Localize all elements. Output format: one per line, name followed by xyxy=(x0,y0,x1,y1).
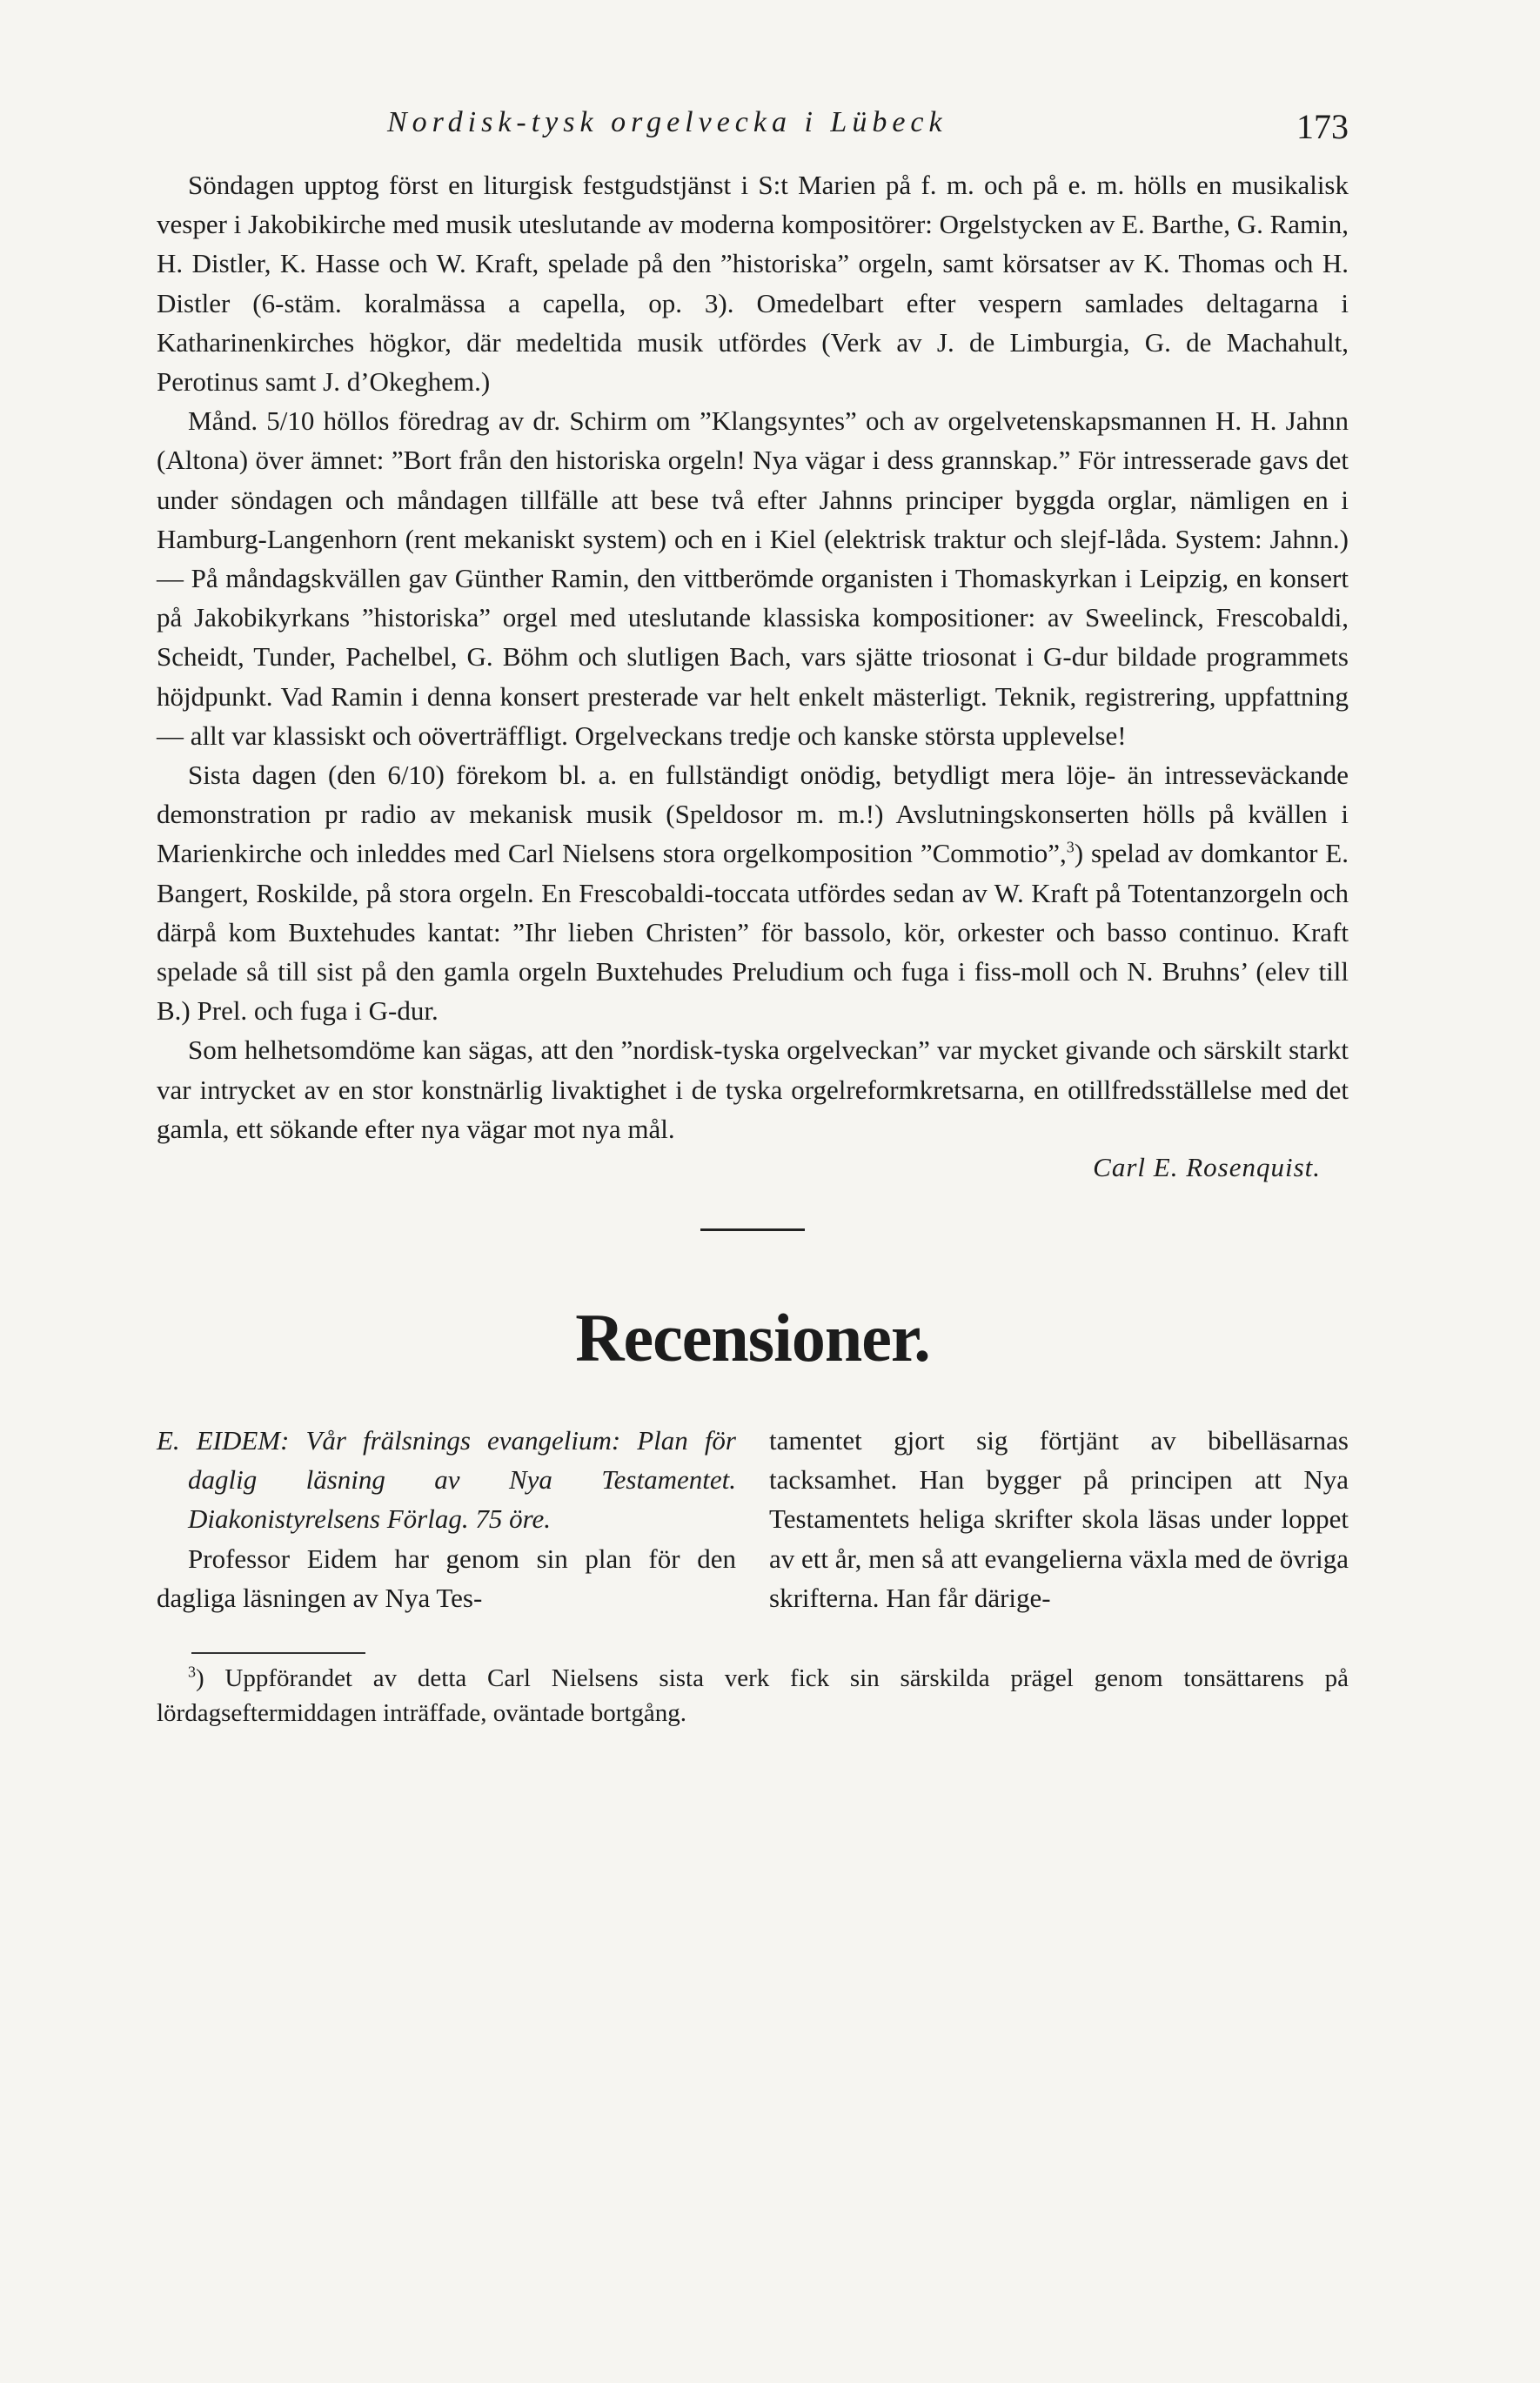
review-left-column xyxy=(157,1421,736,1617)
paragraph-3-text: Sista dagen (den 6/10) förekom bl. a. en fullständigt onödig, betydligt mera löje- än intresseväckande demonstration pr radio av mekanisk musik (Speldosor m. m.!) Avslutningskonserten hölls på kvällen i Marienkirche och inleddes med Carl Nielsens stora orgelkomposition ”Commotio”, xyxy=(157,760,1349,869)
footnote-divider xyxy=(191,1652,365,1654)
review-text-right: tamentet gjort sig förtjänt av bibelläsarnas tacksamhet. Han bygger på principen att Nya Testamentets heliga skrifter skola läsas under loppet av ett år, men så att evangelierna växla med de övriga skrifterna. Han får därige- xyxy=(769,1425,1349,1613)
page-number: 173 xyxy=(1296,107,1349,146)
footnote-text: ) Uppförandet av detta Carl Nielsens sista verk fick sin särskilda prägel genom tonsättarens på lördagseftermiddagen inträffade, oväntade bortgång. xyxy=(157,1664,1349,1728)
footnote-marker: 3 xyxy=(188,1663,196,1681)
review-bibliography: E. EIDEM: Vår frälsnings evangelium: Plan för daglig läsning av Nya Testamentet. Diakonistyrelsens Förlag. 75 öre. xyxy=(157,1425,736,1535)
page xyxy=(157,96,1349,1730)
footnote-ref: 3 xyxy=(1066,839,1075,857)
article-paragraph-2: Månd. 5/10 höllos föredrag av dr. Schirm om ”Klangsyntes” och av orgelvetenskapsmannen H. H. Jahnn (Altona) över ämnet: ”Bort från den historiska orgeln! Nya vägar i dess grannskap.” För intresserade gavs det under söndagen och måndagen tillfälle att bese två efter Jahnns principer byggda orglar, nämligen en i Hamburg-Langenhorn (rent mekaniskt system) och en i Kiel (elektrisk traktur och slejf-låda. System: Jahnn.) — På måndagskvällen gav Günther Ramin, den vittberömde organisten i Thomaskyrkan i Leipzig, en konsert på Jakobikyrkans ”historiska” orgel med uteslutande klassiska kompositioner: av Sweelinck, Frescobaldi, Scheidt, Tunder, Pachelbel, G. Böhm och slutligen Bach, vars sjätte triosonat i G-dur bildade programmets höjdpunkt. Vad Ramin i denna konsert presterade var helt enkelt mästerligt. Teknik, registrering, uppfattning — allt var klassiskt och oöverträffligt. Orgelveckans tredje och kanske största upplevelse! xyxy=(157,405,1349,751)
page-header xyxy=(157,96,1349,165)
article-paragraph-3 xyxy=(157,755,1349,1030)
review-right-column xyxy=(769,1421,1349,1617)
article-paragraph-4: Som helhetsomdöme kan sägas, att den ”nordisk-tyska orgelveckan” var mycket givande och särskilt starkt var intrycket av en stor konstnärlig livaktighet i de tyska orgelreformkretsarna, en otillfredsställelse med det gamla, ett sökande efter nya vägar mot nya mål. xyxy=(157,1034,1349,1144)
article-paragraph-1: Söndagen upptog först en liturgisk festgudstjänst i S:t Marien på f. m. och på e. m. hölls en musikalisk vesper i Jakobikirche med musik uteslutande av moderna kompositörer: Orgelstycken av E. Barthe, G. Ramin, H. Distler, K. Hasse och W. Kraft, spelade på den ”historiska” orgeln, samt körsatser av K. Thomas och H. Distler (6-stäm. koralmässa a capella, op. 3). Omedelbart efter vespern samlades deltagarna i Katharinenkirches högkor, där medeltida musik utfördes (Verk av J. de Limburgia, G. de Machahult, Perotinus samt J. d’Okeghem.) xyxy=(157,170,1349,398)
section-divider xyxy=(700,1228,805,1231)
section-heading: Recensioner. xyxy=(575,1300,930,1376)
review-text-left: Professor Eidem har genom sin plan för den dagliga läsningen av Nya Tes- xyxy=(157,1543,736,1613)
footnote xyxy=(157,1661,1349,1730)
author-signature: Carl E. Rosenquist. xyxy=(1093,1152,1321,1183)
review-columns xyxy=(157,1421,1349,1617)
paragraph-3-continuation: ) spelad av domkantor E. Bangert, Roskilde, på stora orgeln. En Frescobaldi-toccata utfördes sedan av W. Kraft på Totentanzorgeln och därpå kom Buxtehudes kantat: ”Ihr lieben Christen” för bassolo, kör, orkester och basso continuo. Kraft spelade så till sist på den gamla orgeln Buxtehudes Preludium och fuga i fiss-moll och N. Bruhns’ (elev till B.) Prel. och fuga i G-dur. xyxy=(157,838,1349,1027)
running-title: Nordisk-tysk orgelvecka i Lübeck xyxy=(387,106,947,138)
article-body xyxy=(157,165,1349,1148)
